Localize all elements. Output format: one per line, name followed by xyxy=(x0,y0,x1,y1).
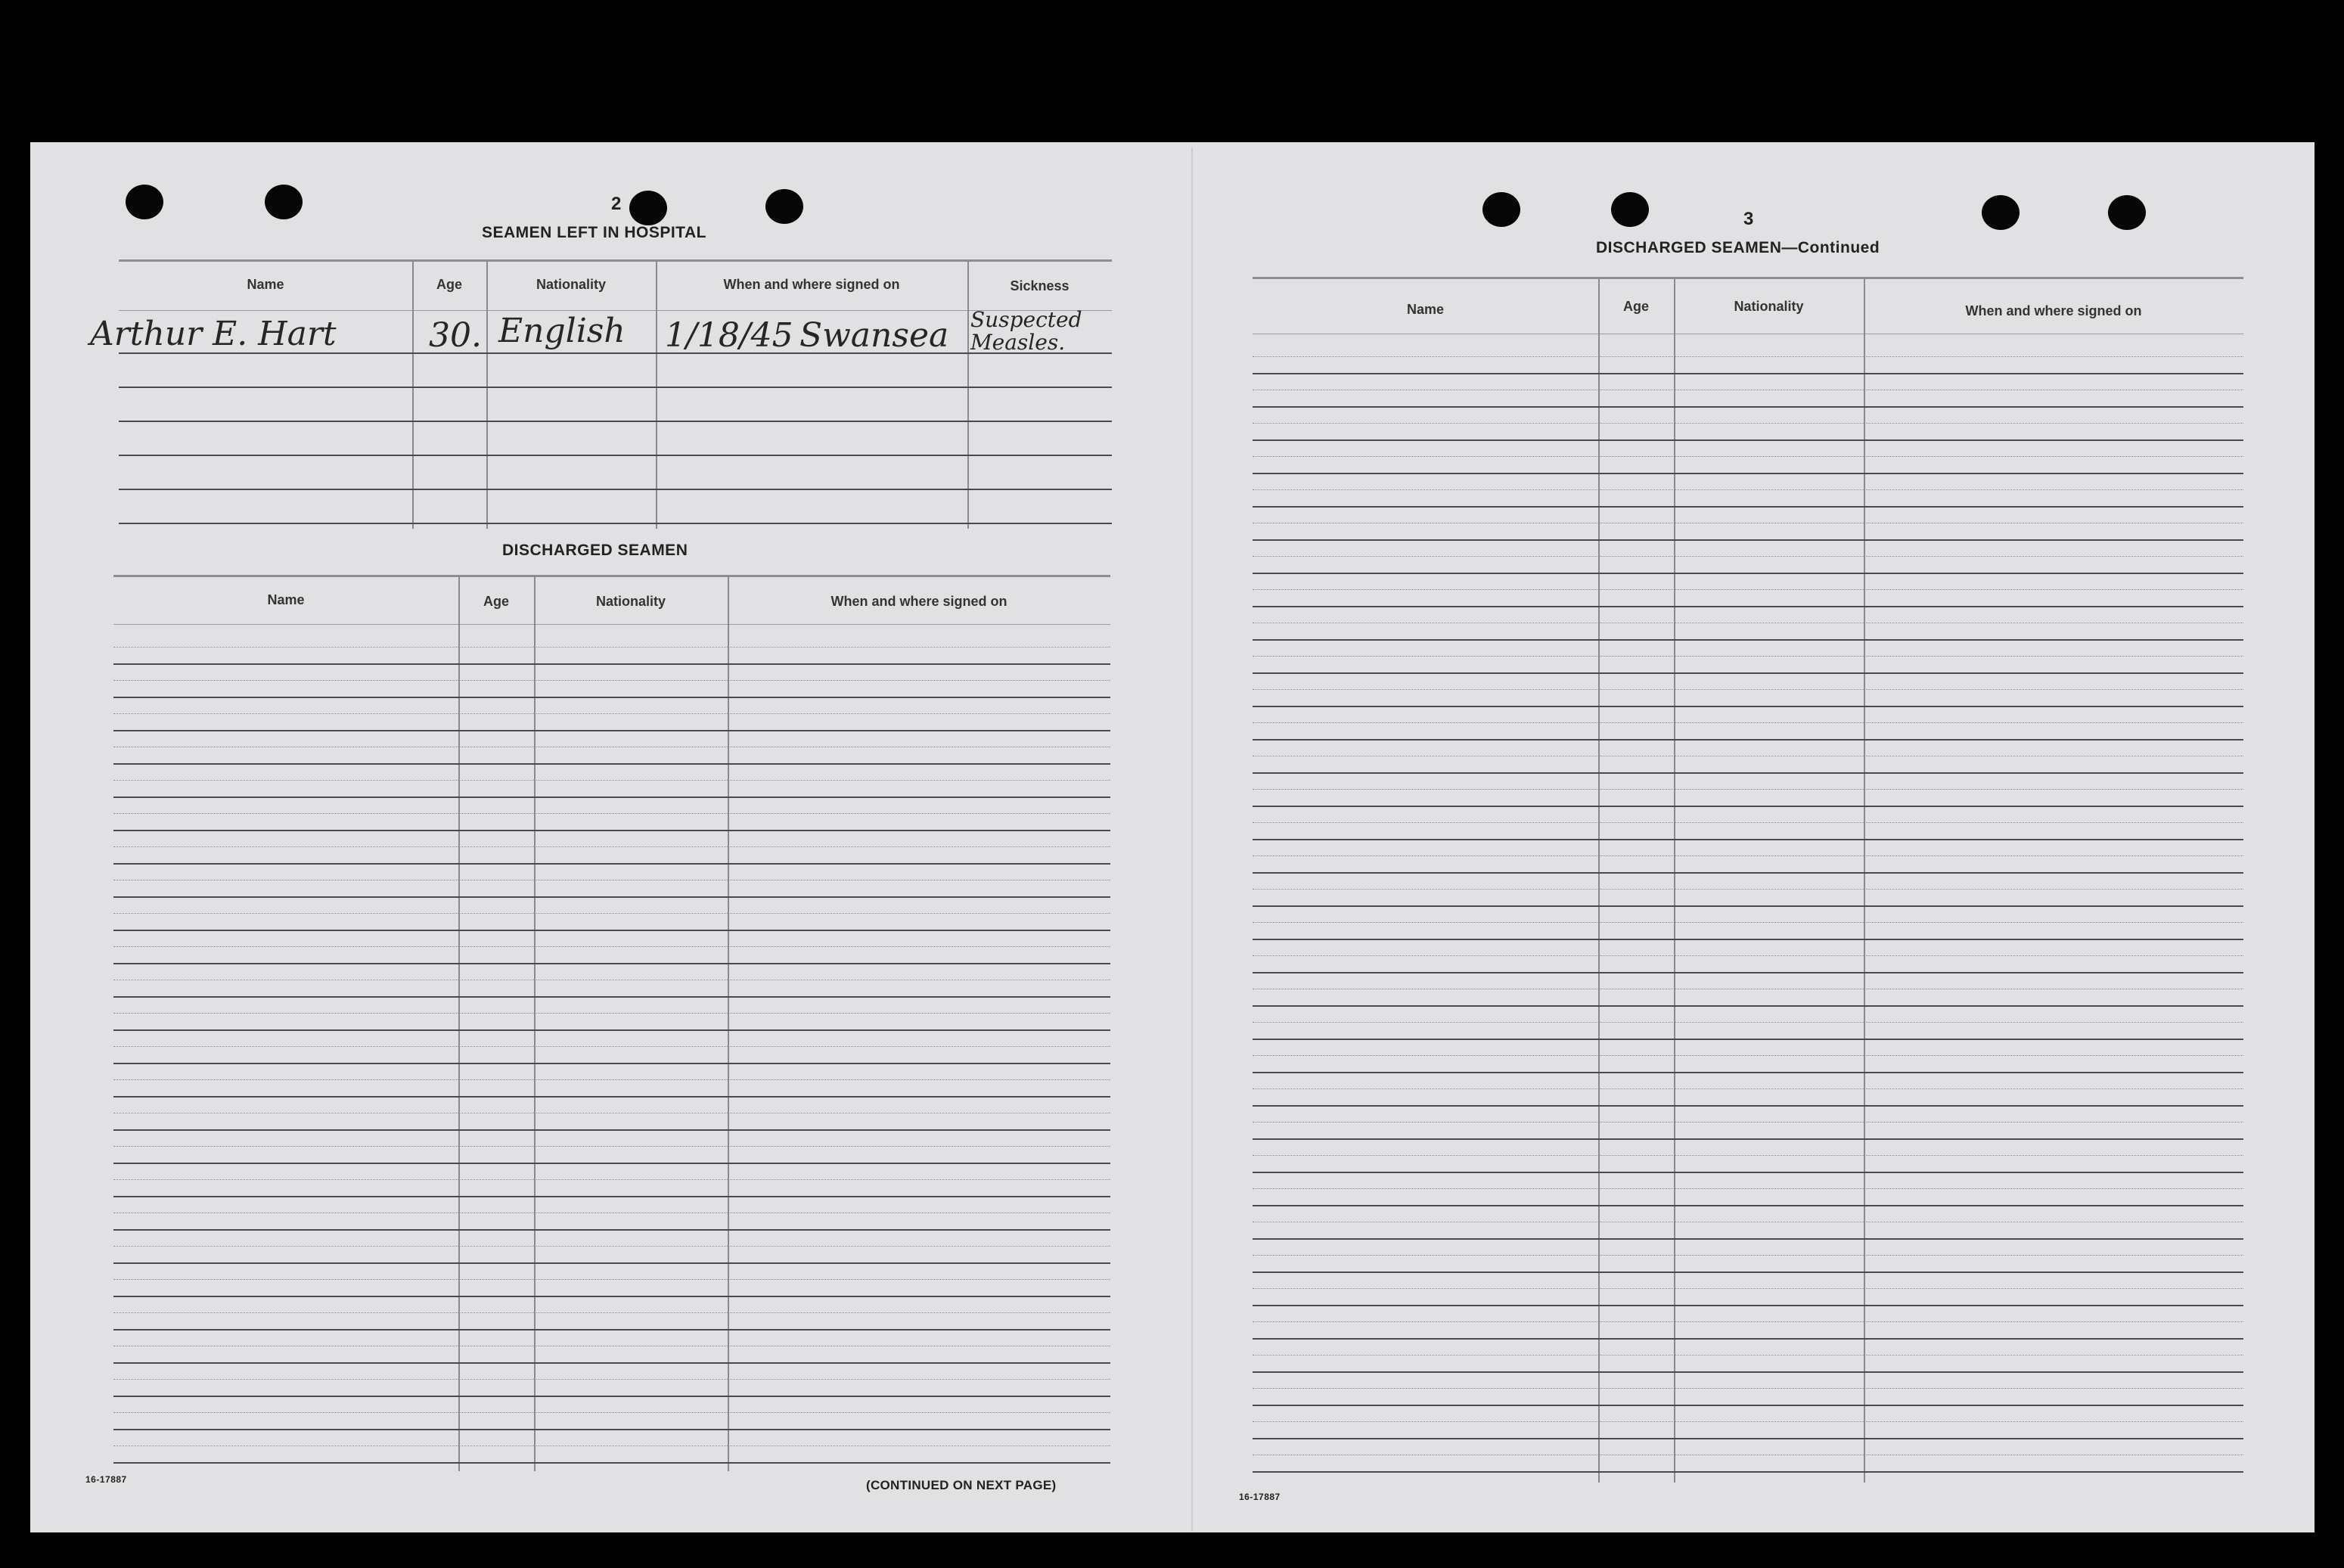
dotted-row-line xyxy=(113,1279,1110,1280)
row-line xyxy=(1253,806,2243,807)
dotted-row-line xyxy=(1253,889,2243,890)
row-line xyxy=(113,730,1110,731)
row-line xyxy=(113,1429,1110,1430)
row-line xyxy=(113,963,1110,964)
row-line xyxy=(113,1462,1110,1464)
dotted-row-line xyxy=(1253,789,2243,790)
dotted-row-line xyxy=(1253,1022,2243,1023)
continued-note: (CONTINUED ON NEXT PAGE) xyxy=(866,1478,1057,1492)
entry-place: Swansea xyxy=(799,316,949,355)
dotted-row-line xyxy=(113,1079,1110,1080)
row-line xyxy=(1253,839,2243,840)
dotted-row-line xyxy=(1253,656,2243,657)
discharged-section-title: DISCHARGED SEAMEN xyxy=(502,542,688,559)
row-line xyxy=(1253,706,2243,707)
entry-sickness: Suspected Measles. xyxy=(970,307,1082,355)
row-line xyxy=(113,1129,1110,1131)
dotted-row-line xyxy=(1253,1255,2243,1256)
row-line xyxy=(113,930,1110,931)
row-line xyxy=(1253,573,2243,574)
row-line xyxy=(1253,1138,2243,1140)
row-line xyxy=(1253,373,2243,374)
row-line xyxy=(1253,406,2243,408)
row-line xyxy=(1253,672,2243,674)
dotted-row-line xyxy=(113,1212,1110,1213)
row-line xyxy=(119,523,1112,524)
dotted-row-line xyxy=(1253,1421,2243,1422)
row-line xyxy=(113,1396,1110,1397)
row-line xyxy=(1253,439,2243,441)
row-line xyxy=(1253,1271,2243,1273)
dotted-row-line xyxy=(1253,722,2243,723)
column-divider xyxy=(1674,279,1675,1483)
column-divider xyxy=(458,577,460,1471)
row-line xyxy=(113,1362,1110,1364)
row-line xyxy=(113,996,1110,998)
row-line xyxy=(1253,1205,2243,1206)
row-line xyxy=(1253,1471,2243,1473)
entry-date: 1/18/45 xyxy=(665,316,793,355)
row-line xyxy=(113,863,1110,865)
row-line xyxy=(1253,1438,2243,1439)
row-line xyxy=(1253,1338,2243,1340)
dotted-row-line xyxy=(1253,356,2243,357)
dotted-row-line xyxy=(113,1312,1110,1313)
punch-hole xyxy=(2108,195,2146,230)
row-line xyxy=(113,1329,1110,1330)
dotted-row-line xyxy=(113,1179,1110,1180)
row-line xyxy=(1253,772,2243,774)
punch-hole xyxy=(265,185,303,219)
row-line xyxy=(1253,1005,2243,1007)
row-line xyxy=(113,697,1110,698)
row-line xyxy=(113,1229,1110,1231)
dotted-row-line xyxy=(113,680,1110,681)
punch-hole xyxy=(765,189,803,224)
dotted-row-line xyxy=(113,713,1110,714)
dotted-row-line xyxy=(1253,1055,2243,1056)
punch-hole xyxy=(1982,195,2020,230)
dotted-row-line xyxy=(1253,1188,2243,1189)
col-header-signed-on: When and where signed on xyxy=(1965,303,2142,318)
row-line xyxy=(1253,739,2243,741)
dotted-row-line xyxy=(113,1445,1110,1446)
row-line xyxy=(1253,905,2243,907)
dotted-row-line xyxy=(1253,456,2243,457)
form-code: 16-17887 xyxy=(1239,1492,1281,1502)
discharged-continued-title: DISCHARGED SEAMEN—Continued xyxy=(1596,239,1880,256)
row-line xyxy=(1253,1172,2243,1173)
dotted-row-line xyxy=(113,1046,1110,1047)
row-line xyxy=(1253,1371,2243,1373)
dotted-row-line xyxy=(1253,589,2243,590)
discharged-table xyxy=(113,575,1110,1471)
page-fold xyxy=(1191,147,1193,1532)
row-line xyxy=(1253,1105,2243,1107)
col-header-name: Name xyxy=(247,277,284,292)
dotted-row-line xyxy=(113,1146,1110,1147)
col-header-signed-on: When and where signed on xyxy=(830,594,1007,609)
row-line xyxy=(1253,939,2243,940)
col-header-nationality: Nationality xyxy=(595,594,666,609)
row-line xyxy=(1253,506,2243,508)
dotted-row-line xyxy=(113,813,1110,814)
row-line xyxy=(1253,473,2243,474)
row-line xyxy=(113,1063,1110,1064)
dotted-row-line xyxy=(113,913,1110,914)
row-line xyxy=(119,387,1112,388)
dotted-row-line xyxy=(1253,822,2243,823)
row-line xyxy=(113,1296,1110,1297)
column-divider xyxy=(728,577,729,1471)
dotted-row-line xyxy=(113,1412,1110,1413)
row-line xyxy=(113,763,1110,765)
dotted-row-line xyxy=(1253,955,2243,956)
entry-age: 30. xyxy=(429,316,482,355)
row-line xyxy=(1253,872,2243,874)
header-rule xyxy=(119,310,1112,311)
header-rule xyxy=(113,624,1110,625)
form-code: 16-17887 xyxy=(85,1474,127,1485)
row-line xyxy=(113,896,1110,898)
col-header-signed-on: When and where signed on xyxy=(723,277,900,292)
row-line xyxy=(1253,1072,2243,1073)
dotted-row-line xyxy=(113,1246,1110,1247)
col-header-name: Name xyxy=(267,592,305,607)
col-header-age: Age xyxy=(436,277,462,292)
row-line xyxy=(1253,539,2243,541)
row-line xyxy=(113,796,1110,798)
dotted-row-line xyxy=(1253,556,2243,557)
dotted-row-line xyxy=(113,946,1110,947)
dotted-row-line xyxy=(1253,1321,2243,1322)
hospital-section-title: SEAMEN LEFT IN HOSPITAL xyxy=(482,224,706,241)
column-divider xyxy=(534,577,536,1471)
row-line xyxy=(119,421,1112,422)
page-number: 2 xyxy=(611,194,622,214)
row-line xyxy=(1253,1305,2243,1306)
row-line xyxy=(113,1262,1110,1264)
col-header-sickness: Sickness xyxy=(1010,278,1070,293)
punch-hole xyxy=(1611,192,1649,227)
row-line xyxy=(113,1096,1110,1098)
row-line xyxy=(113,1196,1110,1197)
col-header-age: Age xyxy=(1622,299,1649,314)
col-header-nationality: Nationality xyxy=(1734,299,1804,314)
column-divider xyxy=(1864,279,1865,1483)
dotted-row-line xyxy=(1253,489,2243,490)
dotted-row-line xyxy=(1253,922,2243,923)
col-header-name: Name xyxy=(1406,302,1445,317)
dotted-row-line xyxy=(1253,1388,2243,1389)
page-number: 3 xyxy=(1743,209,1754,229)
row-line xyxy=(119,455,1112,456)
row-line xyxy=(1253,1405,2243,1406)
discharged-continued-table xyxy=(1253,277,2243,1483)
col-header-nationality: Nationality xyxy=(536,277,606,292)
dotted-row-line xyxy=(113,1379,1110,1380)
punch-hole xyxy=(126,185,163,219)
dotted-row-line xyxy=(1253,1155,2243,1156)
row-line xyxy=(119,489,1112,490)
entry-nationality: English xyxy=(498,312,626,350)
column-divider xyxy=(1598,279,1600,1483)
row-line xyxy=(1253,606,2243,607)
hospital-table xyxy=(90,259,1112,529)
row-line xyxy=(1253,1039,2243,1040)
entry-name: Arthur E. Hart xyxy=(90,315,337,353)
row-line xyxy=(113,1163,1110,1164)
dotted-row-line xyxy=(1253,1288,2243,1289)
row-line xyxy=(1253,972,2243,973)
col-header-age: Age xyxy=(483,594,509,609)
row-line xyxy=(113,663,1110,665)
dotted-row-line xyxy=(1253,855,2243,856)
dotted-row-line xyxy=(113,846,1110,847)
row-line xyxy=(1253,1238,2243,1240)
punch-hole xyxy=(1482,192,1520,227)
dotted-row-line xyxy=(1253,423,2243,424)
dotted-row-line xyxy=(113,780,1110,781)
row-line xyxy=(113,830,1110,831)
punch-hole xyxy=(629,191,667,225)
row-line xyxy=(1253,639,2243,641)
dotted-row-line xyxy=(1253,1088,2243,1089)
dotted-row-line xyxy=(1253,689,2243,690)
row-line xyxy=(113,1029,1110,1031)
dotted-row-line xyxy=(113,1013,1110,1014)
